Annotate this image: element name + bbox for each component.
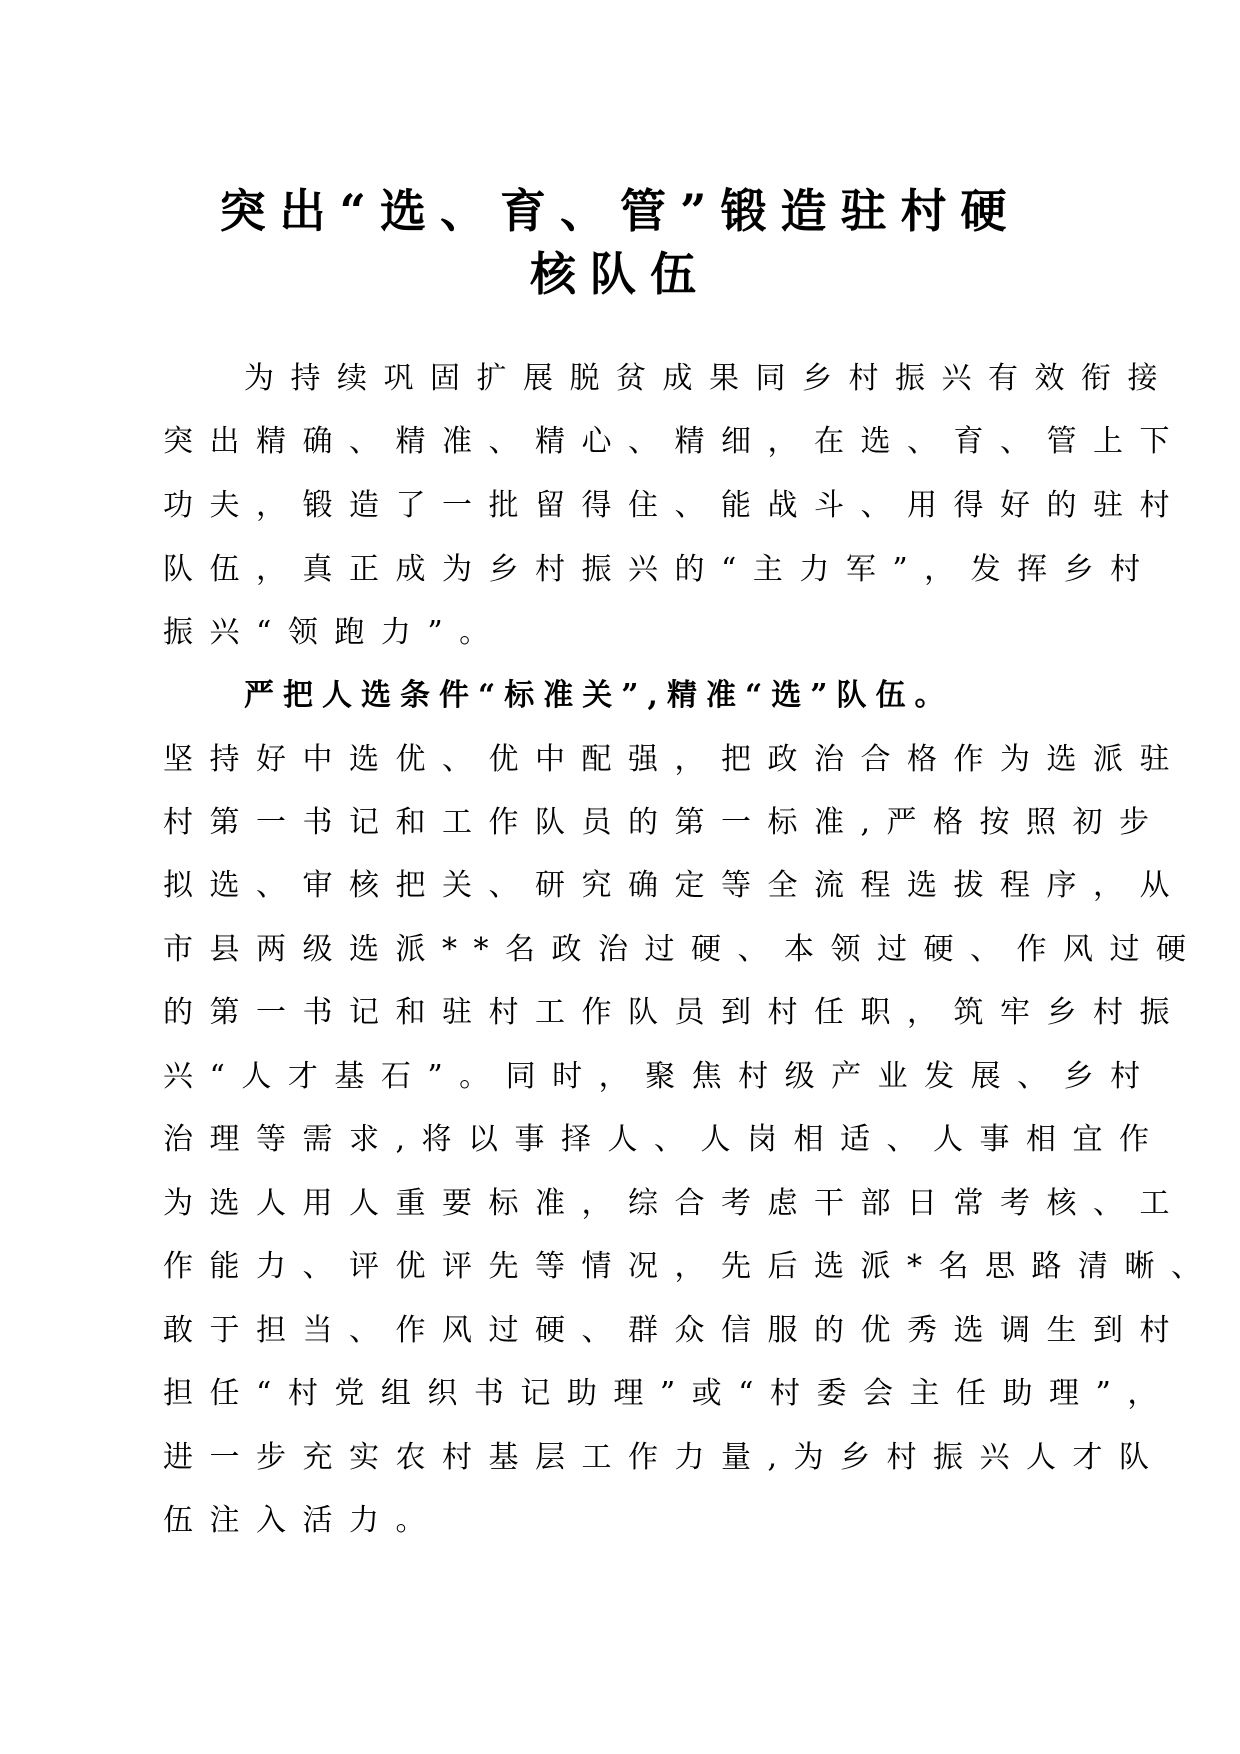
paragraph-2-line: 兴“人才基石”。同时，聚焦村级产业发展、乡村	[163, 1059, 1157, 1094]
paragraph-2-line: 坚持好中选优、优中配强，把政治合格作为选派驻	[163, 742, 1186, 777]
paragraph-2-line: 伍注入活力。	[163, 1503, 442, 1538]
paragraph-2-line: 村第一书记和工作队员的第一标准,严格按照初步	[163, 805, 1166, 840]
paragraph-2-heading: 严把人选条件“标准关”,精准“选”队伍。	[244, 678, 954, 713]
paragraph-2-line: 担任“村党组织书记助理”或“村委会主任助理”，	[163, 1376, 1174, 1411]
paragraph-1-line: 功夫，锻造了一批留得住、能战斗、用得好的驻村	[163, 488, 1186, 523]
paragraph-2-line: 拟选、审核把关、研究确定等全流程选拔程序，从	[163, 868, 1186, 903]
document-title-line-1: 突出“选、育、管”锻造驻村硬	[219, 184, 1021, 238]
paragraph-1-line: 队伍，真正成为乡村振兴的“主力军”，发挥乡村	[163, 552, 1157, 587]
document-title-line-2: 核队伍	[530, 247, 710, 301]
paragraph-2-line: 为选人用人重要标准，综合考虑干部日常考核、工	[163, 1186, 1186, 1221]
paragraph-2-line: 进一步充实农村基层工作力量,为乡村振兴人才队	[163, 1440, 1166, 1475]
paragraph-2-line: 市县两级选派**名政治过硬、本领过硬、作风过硬	[163, 932, 1203, 967]
paragraph-1-line: 突出精确、精准、精心、精细，在选、育、管上下	[163, 424, 1186, 459]
paragraph-1-line: 为持续巩固扩展脱贫成果同乡村振兴有效衔接	[244, 361, 1174, 396]
paragraph-2-line: 治理等需求,将以事择人、人岗相适、人事相宜作	[163, 1122, 1166, 1157]
paragraph-1-line: 振兴“领跑力”。	[163, 615, 506, 650]
paragraph-2-line: 敢于担当、作风过硬、群众信服的优秀选调生到村	[163, 1313, 1186, 1348]
paragraph-2-line: 的第一书记和驻村工作队员到村任职，筑牢乡村振	[163, 995, 1186, 1030]
paragraph-2-line: 作能力、评优评先等情况，先后选派*名思路清晰、	[163, 1249, 1218, 1284]
